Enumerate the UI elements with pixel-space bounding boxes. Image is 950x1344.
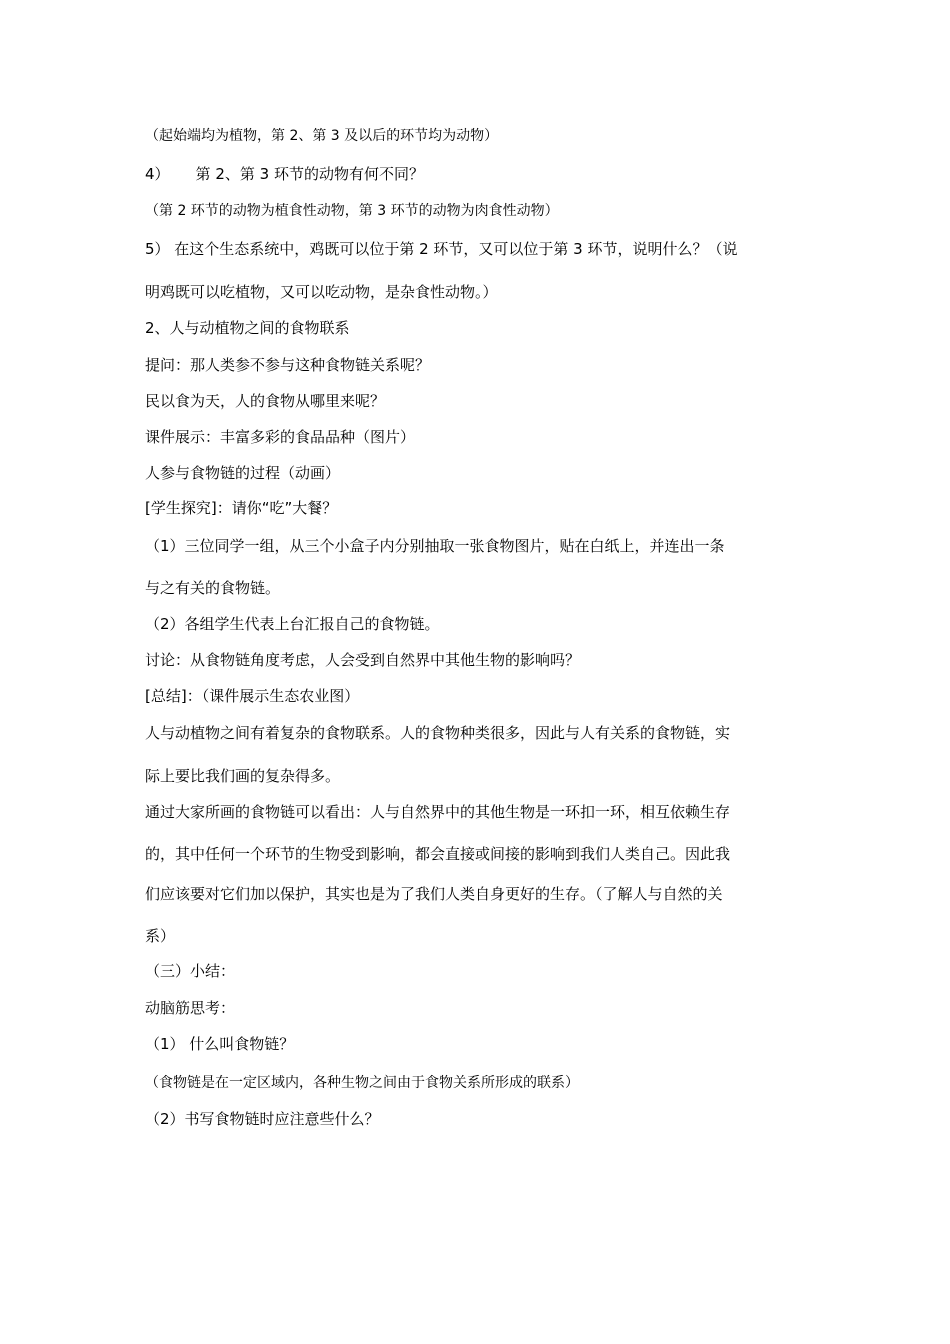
text-line: （2）书写食物链时应注意些什么？ <box>145 1110 380 1128</box>
section-heading: 2、人与动植物之间的食物联系 <box>145 319 350 337</box>
text-line <box>145 164 805 184</box>
text-line: （1）三位同学一组，从三个小盒子内分别抽取一张食物图片，贴在白纸上，并连出一条 <box>145 537 725 555</box>
text-line: 通过大家所画的食物链可以看出：人与自然界中的其他生物是一环扣一环，相互依赖生存 <box>145 803 731 821</box>
text-line: [学生探究]：请你“吃”大餐？ <box>145 499 338 517</box>
text-line: （三）小结： <box>145 962 236 980</box>
text-line: 讨论：从食物链角度考虑，人会受到自然界中其他生物的影响吗？ <box>145 651 581 669</box>
text-line: 系） <box>145 927 176 945</box>
text-line: 课件展示：丰富多彩的食品品种（图片） <box>145 428 416 446</box>
text-line: （起始端均为植物，第 2、第 3 及以后的环节均为动物） <box>145 128 499 144</box>
text-line: 际上要比我们画的复杂得多。 <box>145 767 341 785</box>
text-line: 人与动植物之间有着复杂的食物联系。人的食物种类很多，因此与人有关系的食物链，实 <box>145 724 731 742</box>
text-line: （第 2 环节的动物为植食性动物，第 3 环节的动物为肉食性动物） <box>145 203 559 219</box>
text-line: [总结]：（课件展示生态农业图） <box>145 687 360 705</box>
text-line: 民以食为天，人的食物从哪里来呢？ <box>145 392 386 410</box>
text-line: 5） 在这个生态系统中，鸡既可以位于第 2 环节，又可以位于第 3 环节，说明什么？（说 <box>145 240 738 258</box>
text-line: 人参与食物链的过程（动画） <box>145 464 341 482</box>
text-line: 们应该要对它们加以保护，其实也是为了我们人类自身更好的生存。（了解人与自然的关 <box>145 885 723 903</box>
text-line: 与之有关的食物链。 <box>145 579 281 597</box>
text-line: 的，其中任何一个环节的生物受到影响，都会直接或间接的影响到我们人类自己。因此我 <box>145 845 731 863</box>
text-line: （2）各组学生代表上台汇报自己的食物链。 <box>145 615 440 633</box>
text-line: 动脑筋思考： <box>145 999 236 1017</box>
list-marker: 4） <box>145 165 170 183</box>
text-line: 明鸡既可以吃植物，又可以吃动物，是杂食性动物。） <box>145 283 498 301</box>
question-text: 第 2、第 3 环节的动物有何不同？ <box>195 165 424 183</box>
text-line: （1） 什么叫食物链？ <box>145 1035 295 1053</box>
text-line: （食物链是在一定区域内，各种生物之间由于食物关系所形成的联系） <box>145 1075 579 1091</box>
text-line: 提问：那人类参不参与这种食物链关系呢？ <box>145 356 431 374</box>
